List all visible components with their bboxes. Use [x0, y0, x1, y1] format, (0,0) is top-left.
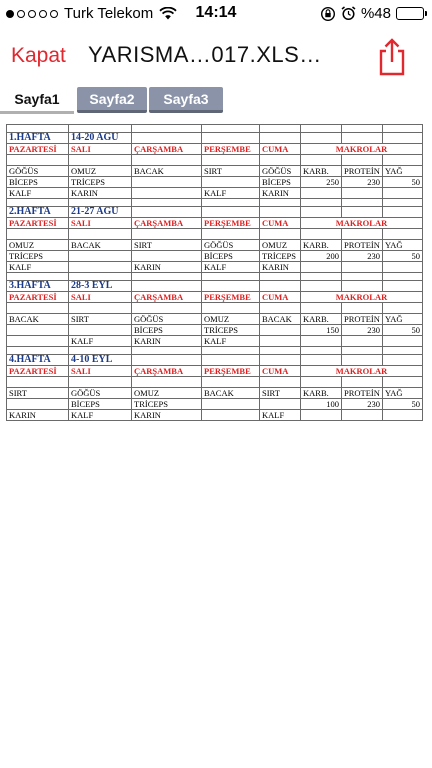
table-cell[interactable]: [301, 347, 342, 355]
exercise-cell[interactable]: TRİCEPS: [7, 251, 69, 262]
table-cell[interactable]: [132, 281, 202, 292]
exercise-cell[interactable]: KARIN: [7, 410, 69, 421]
macro-label[interactable]: PROTEİN: [342, 388, 383, 399]
document-title: YARISMA…017.XLS…: [88, 42, 322, 67]
table-row: [7, 388, 423, 399]
table-cell[interactable]: [383, 410, 423, 421]
table-row: [7, 347, 423, 355]
exercise-cell[interactable]: [260, 325, 301, 336]
day-header[interactable]: SALI: [69, 144, 132, 155]
macro-value[interactable]: 50: [383, 325, 423, 336]
macro-value[interactable]: 50: [383, 251, 423, 262]
table-row: [7, 336, 423, 347]
table-row: [7, 229, 423, 240]
macro-value[interactable]: 200: [301, 251, 342, 262]
table-cell[interactable]: [7, 377, 69, 388]
table-row: [7, 281, 423, 292]
exercise-cell[interactable]: OMUZ: [69, 166, 132, 177]
day-header[interactable]: CUMA: [260, 144, 301, 155]
table-cell[interactable]: [383, 303, 423, 314]
exercise-cell[interactable]: SIRT: [202, 166, 260, 177]
exercise-cell[interactable]: SIRT: [7, 388, 69, 399]
exercise-cell[interactable]: [7, 399, 69, 410]
table-cell[interactable]: [202, 133, 260, 144]
macro-header[interactable]: MAKROLAR: [301, 218, 423, 229]
exercise-cell[interactable]: TRİCEPS: [132, 399, 202, 410]
table-cell[interactable]: [7, 347, 69, 355]
table-cell[interactable]: [383, 155, 423, 166]
table-cell[interactable]: [202, 281, 260, 292]
macro-label[interactable]: KARB.: [301, 314, 342, 325]
macro-value[interactable]: 150: [301, 325, 342, 336]
exercise-cell[interactable]: OMUZ: [260, 240, 301, 251]
table-cell[interactable]: [383, 133, 423, 144]
day-header[interactable]: PERŞEMBE: [202, 366, 260, 377]
navigation-bar: [0, 28, 432, 84]
exercise-cell[interactable]: GÖĞÜS: [260, 166, 301, 177]
table-row: [7, 314, 423, 325]
exercise-cell[interactable]: KARIN: [132, 410, 202, 421]
table-cell[interactable]: [342, 262, 383, 273]
table-row: [7, 207, 423, 218]
table-cell[interactable]: [202, 273, 260, 281]
table-row: [7, 366, 423, 377]
day-header[interactable]: ÇARŞAMBA: [132, 218, 202, 229]
macro-value[interactable]: 50: [383, 177, 423, 188]
week-label[interactable]: 4.HAFTA: [7, 355, 69, 366]
spreadsheet-view[interactable]: [6, 124, 423, 421]
table-cell[interactable]: [69, 347, 132, 355]
status-right: [320, 5, 424, 22]
day-header[interactable]: PERŞEMBE: [202, 292, 260, 303]
table-cell[interactable]: [342, 347, 383, 355]
macro-value[interactable]: 230: [342, 251, 383, 262]
table-cell[interactable]: [383, 207, 423, 218]
table-cell[interactable]: [7, 125, 69, 133]
table-cell[interactable]: [383, 262, 423, 273]
exercise-cell[interactable]: OMUZ: [132, 388, 202, 399]
table-cell[interactable]: [260, 229, 301, 240]
macro-label[interactable]: YAĞ: [383, 166, 423, 177]
table-cell[interactable]: [69, 303, 132, 314]
table-cell[interactable]: [260, 133, 301, 144]
exercise-cell[interactable]: BACAK: [132, 166, 202, 177]
table-row: [7, 325, 423, 336]
table-cell[interactable]: [260, 347, 301, 355]
macro-label[interactable]: YAĞ: [383, 240, 423, 251]
table-cell[interactable]: [301, 199, 342, 207]
exercise-cell[interactable]: TRİCEPS: [202, 325, 260, 336]
tab-sayfa3[interactable]: Sayfa3: [149, 87, 223, 113]
table-row: [7, 399, 423, 410]
week-label[interactable]: 3.HAFTA: [7, 281, 69, 292]
table-cell[interactable]: [132, 207, 202, 218]
table-row: [7, 199, 423, 207]
exercise-cell[interactable]: BİCEPS: [7, 177, 69, 188]
table-cell[interactable]: [342, 133, 383, 144]
table-cell[interactable]: [342, 207, 383, 218]
exercise-cell[interactable]: TRİCEPS: [260, 251, 301, 262]
day-header[interactable]: PAZARTESİ: [7, 218, 69, 229]
share-button[interactable]: [374, 36, 410, 76]
day-header[interactable]: PAZARTESİ: [7, 292, 69, 303]
table-cell[interactable]: [202, 125, 260, 133]
day-header[interactable]: CUMA: [260, 366, 301, 377]
workout-table: [6, 124, 423, 421]
table-cell[interactable]: [383, 199, 423, 207]
table-row: [7, 377, 423, 388]
exercise-cell[interactable]: [202, 177, 260, 188]
exercise-cell[interactable]: [260, 336, 301, 347]
table-cell[interactable]: [301, 410, 342, 421]
macro-header[interactable]: MAKROLAR: [301, 366, 423, 377]
table-row: [7, 166, 423, 177]
exercise-cell[interactable]: [69, 251, 132, 262]
battery-percent: %48: [360, 5, 391, 22]
table-cell[interactable]: [69, 155, 132, 166]
macro-value[interactable]: 230: [342, 325, 383, 336]
week-dates[interactable]: 28-3 EYL: [69, 281, 132, 292]
table-cell[interactable]: [342, 377, 383, 388]
exercise-cell[interactable]: [202, 399, 260, 410]
exercise-cell[interactable]: SIRT: [132, 240, 202, 251]
day-header[interactable]: SALI: [69, 292, 132, 303]
exercise-cell[interactable]: BACAK: [202, 388, 260, 399]
table-cell[interactable]: [383, 229, 423, 240]
week-dates[interactable]: 14-20 AGU: [69, 133, 132, 144]
day-header[interactable]: PAZARTESİ: [7, 144, 69, 155]
table-cell[interactable]: [383, 281, 423, 292]
macro-value[interactable]: 230: [342, 177, 383, 188]
exercise-cell[interactable]: KALF: [69, 336, 132, 347]
table-cell[interactable]: [260, 199, 301, 207]
table-row: [7, 218, 423, 229]
status-time: 14:14: [195, 4, 237, 21]
table-cell[interactable]: [132, 155, 202, 166]
table-cell[interactable]: [132, 133, 202, 144]
table-cell[interactable]: [260, 303, 301, 314]
exercise-cell[interactable]: [7, 325, 69, 336]
table-cell[interactable]: [260, 355, 301, 366]
close-button[interactable]: Kapat: [11, 44, 66, 67]
exercise-cell[interactable]: KARIN: [132, 336, 202, 347]
table-cell[interactable]: [202, 199, 260, 207]
table-cell[interactable]: [69, 273, 132, 281]
table-cell[interactable]: [69, 377, 132, 388]
macro-label[interactable]: KARB.: [301, 388, 342, 399]
tab-sayfa1[interactable]: Sayfa1: [0, 86, 74, 114]
macro-label[interactable]: YAĞ: [383, 388, 423, 399]
table-cell[interactable]: [383, 188, 423, 199]
table-cell[interactable]: [7, 155, 69, 166]
table-cell[interactable]: [202, 155, 260, 166]
exercise-cell[interactable]: [132, 251, 202, 262]
table-cell[interactable]: [342, 410, 383, 421]
table-cell[interactable]: [202, 377, 260, 388]
table-cell[interactable]: [301, 377, 342, 388]
macro-value[interactable]: 230: [342, 399, 383, 410]
exercise-cell[interactable]: BİCEPS: [202, 251, 260, 262]
exercise-cell[interactable]: [69, 262, 132, 273]
exercise-cell[interactable]: KALF: [7, 262, 69, 273]
day-header[interactable]: ÇARŞAMBA: [132, 144, 202, 155]
table-cell[interactable]: [342, 188, 383, 199]
table-row: [7, 144, 423, 155]
table-cell[interactable]: [342, 281, 383, 292]
exercise-cell[interactable]: GÖĞÜS: [202, 240, 260, 251]
week-label[interactable]: 2.HAFTA: [7, 207, 69, 218]
table-cell[interactable]: [132, 377, 202, 388]
table-cell[interactable]: [7, 199, 69, 207]
exercise-cell[interactable]: OMUZ: [202, 314, 260, 325]
exercise-cell[interactable]: GÖĞÜS: [69, 388, 132, 399]
day-header[interactable]: PERŞEMBE: [202, 218, 260, 229]
table-cell[interactable]: [301, 229, 342, 240]
macro-label[interactable]: YAĞ: [383, 314, 423, 325]
exercise-cell[interactable]: [132, 188, 202, 199]
table-cell[interactable]: [260, 281, 301, 292]
table-cell[interactable]: [301, 133, 342, 144]
exercise-cell[interactable]: BACAK: [69, 240, 132, 251]
exercise-cell[interactable]: BİCEPS: [132, 325, 202, 336]
table-row: [7, 177, 423, 188]
table-cell[interactable]: [132, 355, 202, 366]
table-cell[interactable]: [202, 355, 260, 366]
exercise-cell[interactable]: GÖĞÜS: [132, 314, 202, 325]
exercise-cell[interactable]: KALF: [202, 188, 260, 199]
table-cell[interactable]: [7, 273, 69, 281]
table-cell[interactable]: [342, 355, 383, 366]
table-cell[interactable]: [383, 355, 423, 366]
exercise-cell[interactable]: KALF: [69, 410, 132, 421]
macro-value[interactable]: 50: [383, 399, 423, 410]
macro-header[interactable]: MAKROLAR: [301, 292, 423, 303]
table-cell[interactable]: [383, 336, 423, 347]
table-cell[interactable]: [342, 303, 383, 314]
exercise-cell[interactable]: [7, 336, 69, 347]
table-cell[interactable]: [383, 377, 423, 388]
exercise-cell[interactable]: [260, 399, 301, 410]
table-cell[interactable]: [383, 273, 423, 281]
share-icon: [374, 36, 410, 76]
day-header[interactable]: CUMA: [260, 218, 301, 229]
table-cell[interactable]: [202, 207, 260, 218]
table-cell[interactable]: [342, 336, 383, 347]
table-cell[interactable]: [132, 199, 202, 207]
table-cell[interactable]: [342, 229, 383, 240]
table-cell[interactable]: [342, 199, 383, 207]
macro-label[interactable]: PROTEİN: [342, 240, 383, 251]
table-cell[interactable]: [260, 273, 301, 281]
table-cell[interactable]: [383, 347, 423, 355]
tab-sayfa2[interactable]: Sayfa2: [77, 87, 147, 113]
table-cell[interactable]: [69, 229, 132, 240]
day-header[interactable]: CUMA: [260, 292, 301, 303]
sheet-tabs: [0, 86, 432, 116]
exercise-cell[interactable]: KARIN: [260, 262, 301, 273]
week-dates[interactable]: 4-10 EYL: [69, 355, 132, 366]
day-header[interactable]: PERŞEMBE: [202, 144, 260, 155]
day-header[interactable]: ÇARŞAMBA: [132, 292, 202, 303]
table-cell[interactable]: [301, 207, 342, 218]
exercise-cell[interactable]: KARIN: [69, 188, 132, 199]
exercise-cell[interactable]: BACAK: [7, 314, 69, 325]
table-cell[interactable]: [202, 229, 260, 240]
table-cell[interactable]: [7, 303, 69, 314]
table-row: [7, 355, 423, 366]
table-cell[interactable]: [342, 273, 383, 281]
table-row: [7, 240, 423, 251]
table-cell[interactable]: [132, 347, 202, 355]
table-cell[interactable]: [132, 273, 202, 281]
table-cell[interactable]: [301, 281, 342, 292]
table-cell[interactable]: [301, 355, 342, 366]
exercise-cell[interactable]: KALF: [202, 262, 260, 273]
table-cell[interactable]: [301, 273, 342, 281]
exercise-cell[interactable]: BİCEPS: [69, 399, 132, 410]
table-cell[interactable]: [301, 125, 342, 133]
macro-header[interactable]: MAKROLAR: [301, 144, 423, 155]
table-cell[interactable]: [301, 155, 342, 166]
day-header[interactable]: SALI: [69, 366, 132, 377]
alarm-icon: [341, 6, 356, 21]
exercise-cell[interactable]: BACAK: [260, 314, 301, 325]
day-header[interactable]: PAZARTESİ: [7, 366, 69, 377]
table-row: [7, 303, 423, 314]
exercise-cell[interactable]: SIRT: [69, 314, 132, 325]
orientation-lock-icon: [320, 6, 336, 22]
exercise-cell[interactable]: [132, 177, 202, 188]
table-cell[interactable]: [301, 262, 342, 273]
table-cell[interactable]: [383, 125, 423, 133]
macro-label[interactable]: PROTEİN: [342, 314, 383, 325]
macro-label[interactable]: KARB.: [301, 240, 342, 251]
battery-icon: [396, 7, 424, 20]
table-cell[interactable]: [132, 229, 202, 240]
table-cell[interactable]: [301, 188, 342, 199]
table-cell[interactable]: [132, 125, 202, 133]
table-cell[interactable]: [202, 303, 260, 314]
carrier-name: Turk Telekom: [64, 5, 154, 22]
table-cell[interactable]: [260, 125, 301, 133]
table-cell[interactable]: [69, 199, 132, 207]
table-row: [7, 133, 423, 144]
day-header[interactable]: SALI: [69, 218, 132, 229]
exercise-cell[interactable]: GÖĞÜS: [7, 166, 69, 177]
table-row: [7, 125, 423, 133]
table-cell[interactable]: [7, 229, 69, 240]
table-cell[interactable]: [301, 303, 342, 314]
table-row: [7, 273, 423, 281]
macro-value[interactable]: 100: [301, 399, 342, 410]
table-row: [7, 292, 423, 303]
exercise-cell[interactable]: KALF: [260, 410, 301, 421]
week-dates[interactable]: 21-27 AGU: [69, 207, 132, 218]
table-cell[interactable]: [342, 125, 383, 133]
day-header[interactable]: ÇARŞAMBA: [132, 366, 202, 377]
status-bar: [0, 0, 432, 28]
table-row: [7, 262, 423, 273]
exercise-cell[interactable]: TRİCEPS: [69, 177, 132, 188]
table-cell[interactable]: [69, 125, 132, 133]
exercise-cell[interactable]: KARIN: [132, 262, 202, 273]
exercise-cell[interactable]: OMUZ: [7, 240, 69, 251]
table-cell[interactable]: [342, 155, 383, 166]
macro-label[interactable]: PROTEİN: [342, 166, 383, 177]
exercise-cell[interactable]: KALF: [202, 336, 260, 347]
table-row: [7, 410, 423, 421]
exercise-cell[interactable]: [202, 410, 260, 421]
table-row: [7, 251, 423, 262]
week-label[interactable]: 1.HAFTA: [7, 133, 69, 144]
exercise-cell[interactable]: KALF: [7, 188, 69, 199]
exercise-cell[interactable]: [69, 325, 132, 336]
table-cell[interactable]: [260, 155, 301, 166]
table-cell[interactable]: [260, 377, 301, 388]
exercise-cell[interactable]: SIRT: [260, 388, 301, 399]
exercise-cell[interactable]: KARIN: [260, 188, 301, 199]
table-cell[interactable]: [132, 303, 202, 314]
macro-value[interactable]: 250: [301, 177, 342, 188]
table-row: [7, 155, 423, 166]
table-cell[interactable]: [202, 347, 260, 355]
table-row: [7, 188, 423, 199]
exercise-cell[interactable]: BİCEPS: [260, 177, 301, 188]
table-cell[interactable]: [260, 207, 301, 218]
macro-label[interactable]: KARB.: [301, 166, 342, 177]
table-cell[interactable]: [301, 336, 342, 347]
